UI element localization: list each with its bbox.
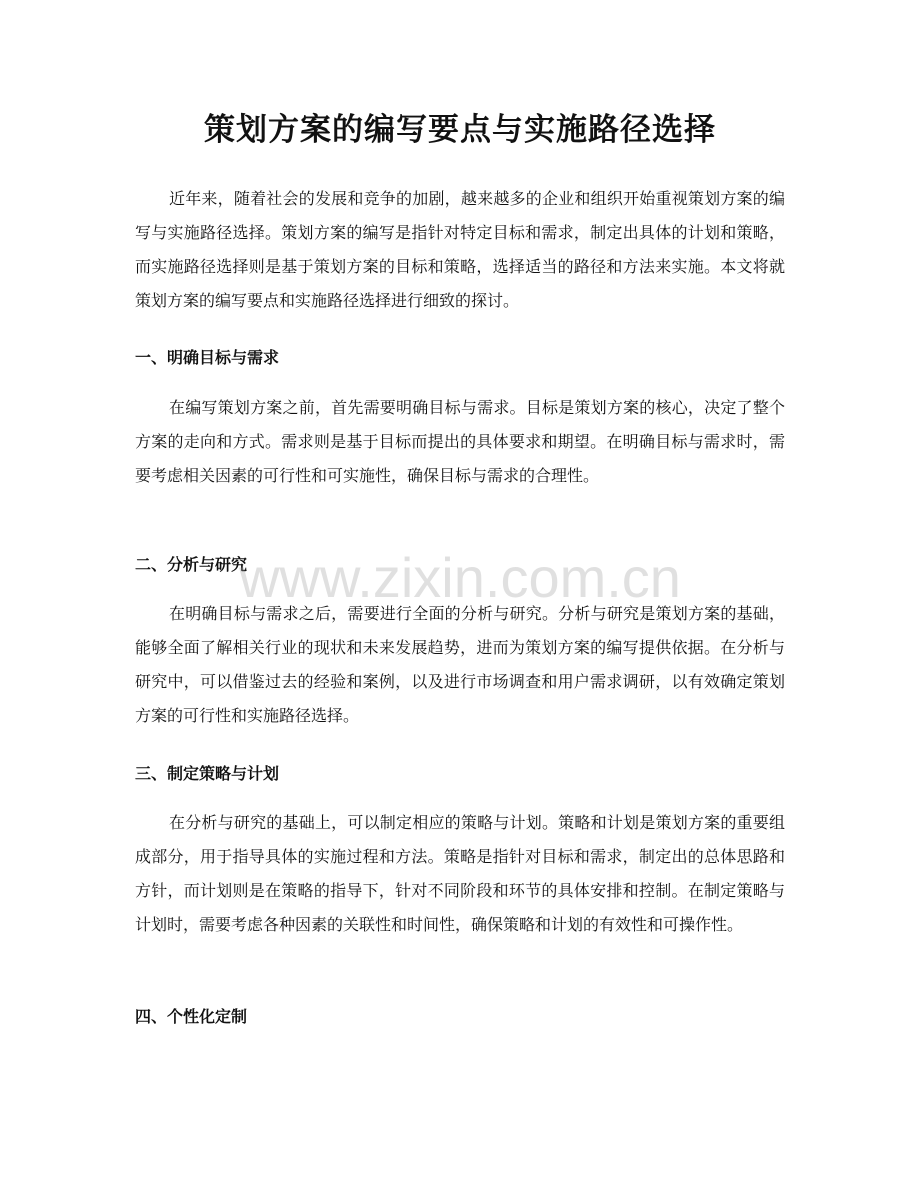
section-heading-3: 三、制定策略与计划: [135, 764, 280, 783]
watermark: www.zixin.com.cn: [239, 546, 681, 609]
section-heading-4: 四、个性化定制: [135, 1007, 248, 1026]
document-title: 策划方案的编写要点与实施路径选择: [204, 112, 716, 148]
section-body-2: 在明确目标与需求之后，需要进行全面的分析与研究。分析与研究是策划方案的基础，能够全面了解相关行业的现状和未来发展趋势，进而为策划方案的编写提供依据。在分析与研究中，可以借鉴过去的经验和案例，以及进行市场调查和用户需求调研，以有效确定策划方案的可行性和实施路径选择。: [135, 604, 785, 725]
section-body-1: 在编写策划方案之前，首先需要明确目标与需求。目标是策划方案的核心，决定了整个方案的走向和方式。需求则是基于目标而提出的具体要求和期望。在明确目标与需求时，需要考虑相关因素的可行性和可实施性，确保目标与需求的合理性。: [135, 398, 785, 485]
section-heading-1: 一、明确目标与需求: [135, 348, 280, 367]
intro-paragraph: 近年来，随着社会的发展和竞争的加剧，越来越多的企业和组织开始重视策划方案的编写与实施路径选择。策划方案的编写是指针对特定目标和需求，制定出具体的计划和策略，而实施路径选择则是基于策划方案的目标和策略，选择适当的路径和方法来实施。本文将就策划方案的编写要点和实施路径选择进行细致的探讨。: [135, 189, 785, 310]
section-heading-2: 二、分析与研究: [135, 555, 248, 574]
section-body-3: 在分析与研究的基础上，可以制定相应的策略与计划。策略和计划是策划方案的重要组成部分，用于指导具体的实施过程和方法。策略是指针对目标和需求，制定出的总体思路和方针，而计划则是在策略的指导下，针对不同阶段和环节的具体安排和控制。在制定策略与计划时，需要考虑各种因素的关联性和时间性，确保策略和计划的有效性和可操作性。: [135, 813, 785, 934]
